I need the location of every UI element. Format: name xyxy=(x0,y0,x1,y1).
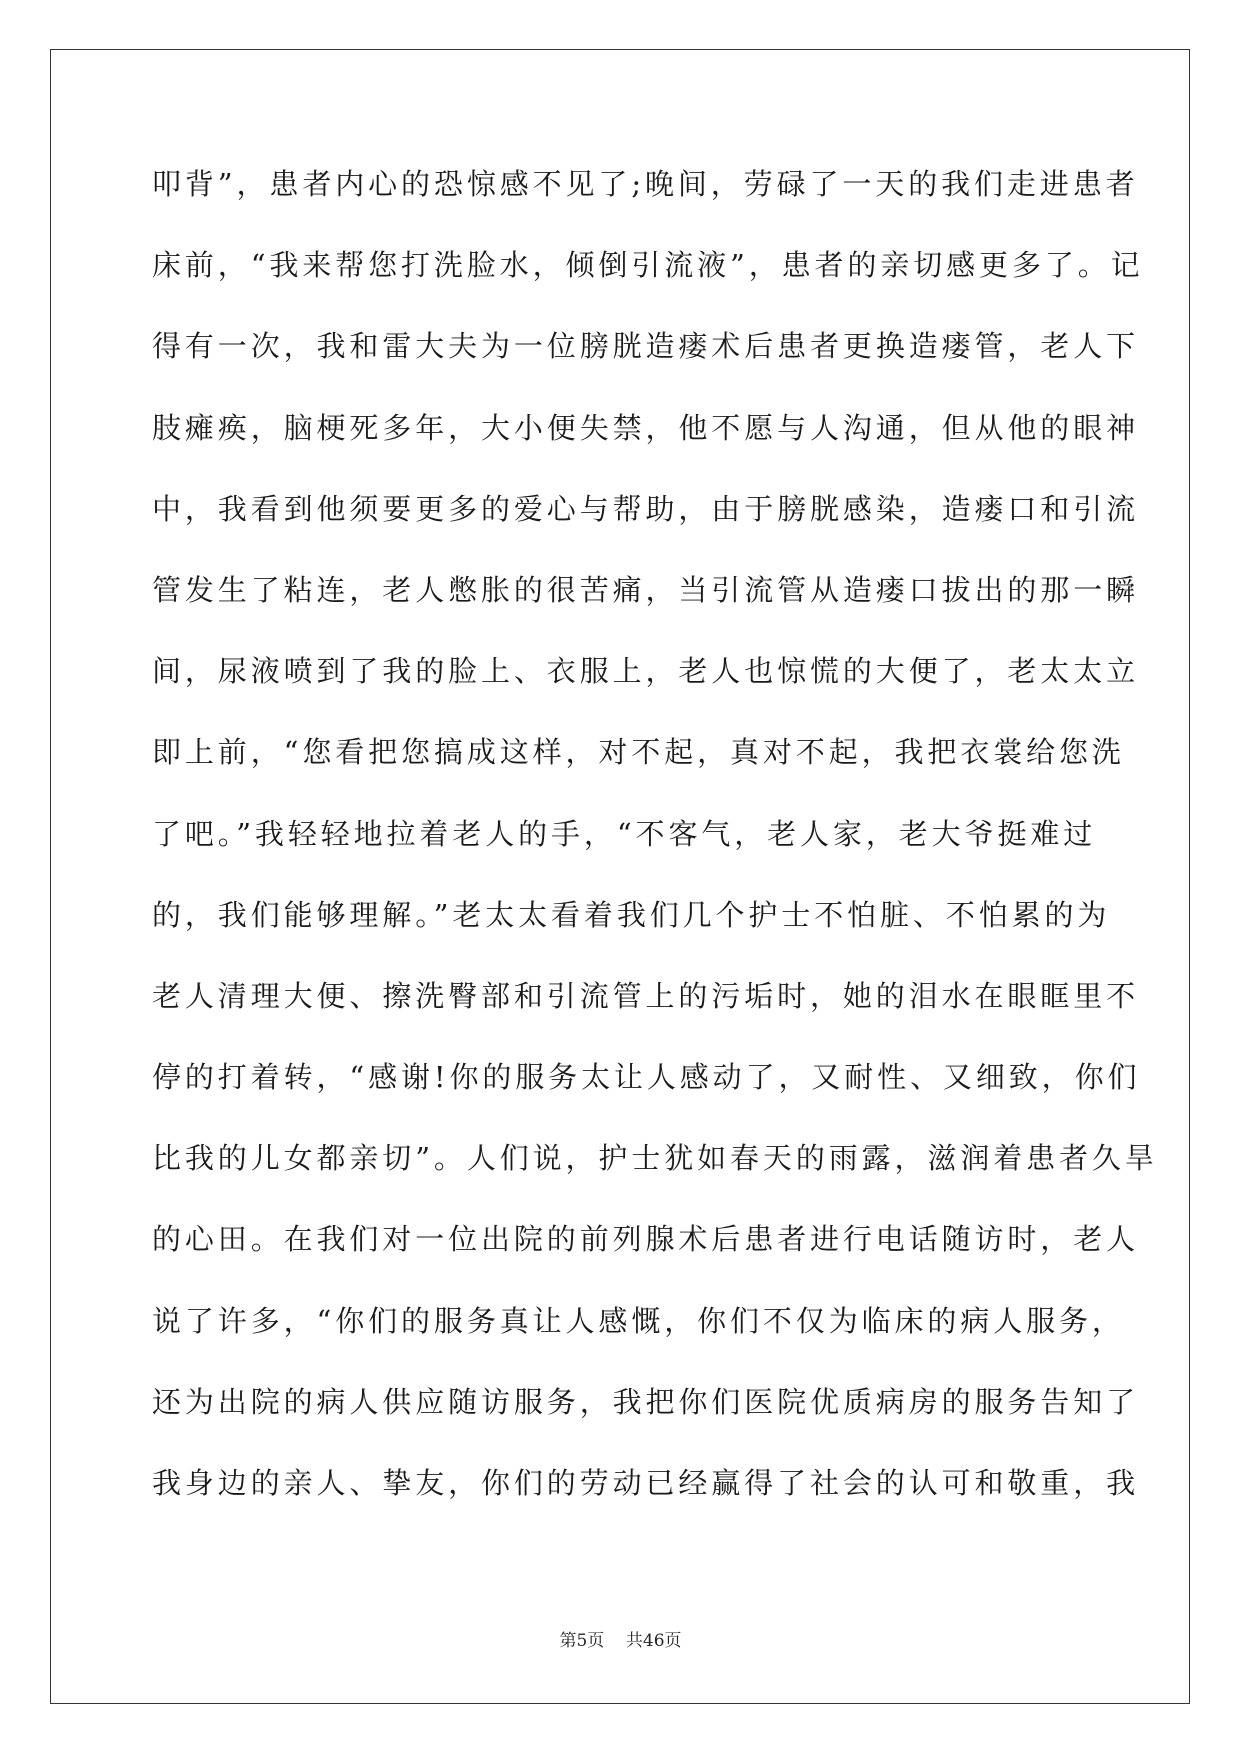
body-line-12: 停的打着转，“感谢!你的服务太让人感动了，又耐性、又细致，你们 xyxy=(152,1060,1141,1095)
body-line-6: 管发生了粘连，老人憋胀的很苦痛，当引流管从造瘘口拔出的那一瞬 xyxy=(152,572,1140,607)
page-footer xyxy=(0,1626,1241,1651)
page-total: 共46页 xyxy=(625,1631,682,1651)
body-line-11: 老人清理大便、擦洗臀部和引流管上的污垢时，她的泪水在眼眶里不 xyxy=(152,978,1140,1013)
body-line-14: 的心田。在我们对一位出院的前列腺术后患者进行电话随访时，老人 xyxy=(152,1222,1140,1257)
body-line-13: 比我的儿女都亲切”。人们说，护士犹如春天的雨露，滋润着患者久旱 xyxy=(152,1141,1158,1176)
body-line-7: 间，尿液喷到了我的脸上、衣服上，老人也惊慌的大便了，老太太立 xyxy=(152,654,1140,689)
body-line-1: 叩背”，患者内心的恐惊感不见了;晚间，劳碌了一天的我们走进患者 xyxy=(152,167,1139,201)
body-line-3: 得有一次，我和雷大夫为一位膀胱造瘘术后患者更换造瘘管，老人下 xyxy=(152,329,1140,364)
body-line-10: 的，我们能够理解。”老太太看着我们几个护士不怕脏、不怕累的为 xyxy=(152,897,1111,932)
body-line-16: 还为出院的病人供应随访服务，我把你们医院优质病房的服务告知了 xyxy=(152,1384,1140,1419)
body-line-2: 床前，“我来帮您打洗脸水，倾倒引流液”，患者的亲切感更多了。记 xyxy=(152,248,1144,283)
document-body xyxy=(152,156,1158,1536)
body-line-8: 即上前，“您看把您搞成这样，对不起，真对不起，我把衣裳给您洗 xyxy=(152,735,1125,770)
page-number: 第5页 xyxy=(559,1631,605,1651)
body-line-4: 肢瘫痪，脑梗死多年，大小便失禁，他不愿与人沟通，但从他的眼神 xyxy=(152,410,1140,445)
body-line-5: 中，我看到他须要更多的爱心与帮助，由于膀胱感染，造瘘口和引流 xyxy=(152,491,1140,526)
body-line-9: 了吧。”我轻轻地拉着老人的手，“不客气，老人家，老大爷挺难过 xyxy=(152,816,1097,851)
footer-gap xyxy=(604,1631,626,1651)
body-line-15: 说了许多，“你们的服务真让人感慨，你们不仅为临床的病人服务， xyxy=(152,1303,1125,1338)
body-line-17: 我身边的亲人、挚友，你们的劳动已经赢得了社会的认可和敬重，我 xyxy=(152,1466,1140,1500)
